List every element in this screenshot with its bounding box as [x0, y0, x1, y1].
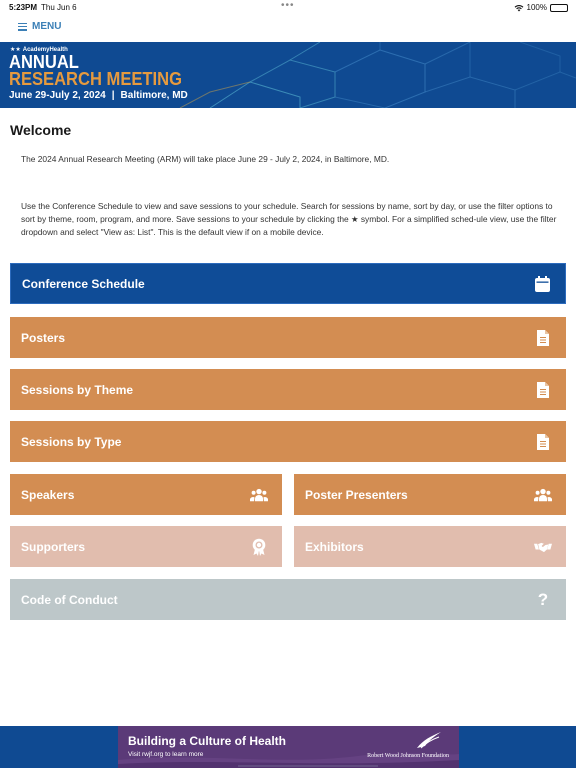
- org-name: AcademyHealth: [22, 46, 68, 53]
- sessions-by-theme-label: Sessions by Theme: [21, 382, 134, 397]
- calendar-icon: [533, 275, 551, 293]
- ad-subtitle: Visit rwjf.org to learn more: [128, 751, 204, 758]
- rwjf-logo-icon: [415, 730, 443, 750]
- people-icon: [534, 486, 552, 504]
- battery-icon: [550, 4, 568, 12]
- supporters-label: Supporters: [21, 539, 86, 554]
- poster-presenters-tile[interactable]: [294, 474, 566, 515]
- sessions-by-theme-tile[interactable]: [10, 369, 566, 410]
- conference-schedule-label: Conference Schedule: [22, 276, 145, 291]
- ad-org: Robert Wood Johnson Foundation: [367, 753, 449, 759]
- hamburger-icon: [18, 23, 27, 31]
- conference-schedule-tile[interactable]: [10, 263, 566, 304]
- status-bar: [0, 0, 576, 14]
- banner-separator: |: [111, 90, 115, 101]
- exhibitors-tile[interactable]: [294, 526, 566, 567]
- posters-tile[interactable]: [10, 317, 566, 358]
- document-icon: [534, 381, 552, 399]
- stars-icon: ★★: [10, 47, 21, 53]
- ad-banner[interactable]: [118, 726, 459, 768]
- code-of-conduct-label: Code of Conduct: [21, 592, 118, 607]
- battery-percent: 100%: [526, 3, 547, 12]
- ad-title: Building a Culture of Health: [128, 734, 286, 748]
- intro-paragraph: The 2024 Annual Research Meeting (ARM) will take place June 29 - July 2, 2024, in Baltimore, MD.: [21, 154, 390, 164]
- menu-button[interactable]: [18, 21, 61, 32]
- event-location: Baltimore, MD: [120, 90, 188, 101]
- status-date: Thu Jun 6: [41, 3, 77, 12]
- document-icon: [534, 329, 552, 347]
- sessions-by-type-tile[interactable]: [10, 421, 566, 462]
- speakers-tile[interactable]: [10, 474, 282, 515]
- status-time: 5:23PM: [9, 3, 38, 12]
- document-icon: [534, 433, 552, 451]
- instructions-paragraph: Use the Conference Schedule to view and save sessions to your schedule. Search for sessions by name, sort by day, or use the filter options to sort by theme, room, program, and more. Save sessions to your schedule by clicking the ★ symbol. For a simplified sched-ule view, use the filter dropdown and select "View as: List". This is the default view if on a mobile device.: [21, 201, 557, 237]
- code-of-conduct-tile[interactable]: [10, 579, 566, 620]
- page-title: Welcome: [10, 122, 72, 138]
- question-icon: ?: [537, 589, 549, 609]
- multitasking-dots-icon[interactable]: •••: [281, 0, 295, 11]
- sessions-by-type-label: Sessions by Type: [21, 434, 122, 449]
- event-dates: June 29-July 2, 2024: [9, 90, 106, 101]
- menu-label: MENU: [32, 21, 62, 32]
- wifi-icon: [514, 4, 524, 12]
- poster-presenters-label: Poster Presenters: [305, 487, 408, 502]
- speakers-label: Speakers: [21, 487, 75, 502]
- event-banner: [0, 42, 576, 108]
- award-icon: [250, 538, 268, 556]
- banner-title-line1: ANNUAL: [9, 52, 79, 72]
- banner-title-line2: RESEARCH MEETING: [9, 69, 182, 89]
- status-indicators: [514, 3, 568, 12]
- supporters-tile[interactable]: [10, 526, 282, 567]
- banner-dates: [9, 90, 188, 101]
- exhibitors-label: Exhibitors: [305, 539, 364, 554]
- people-icon: [250, 486, 268, 504]
- posters-label: Posters: [21, 330, 66, 345]
- handshake-icon: [534, 538, 552, 556]
